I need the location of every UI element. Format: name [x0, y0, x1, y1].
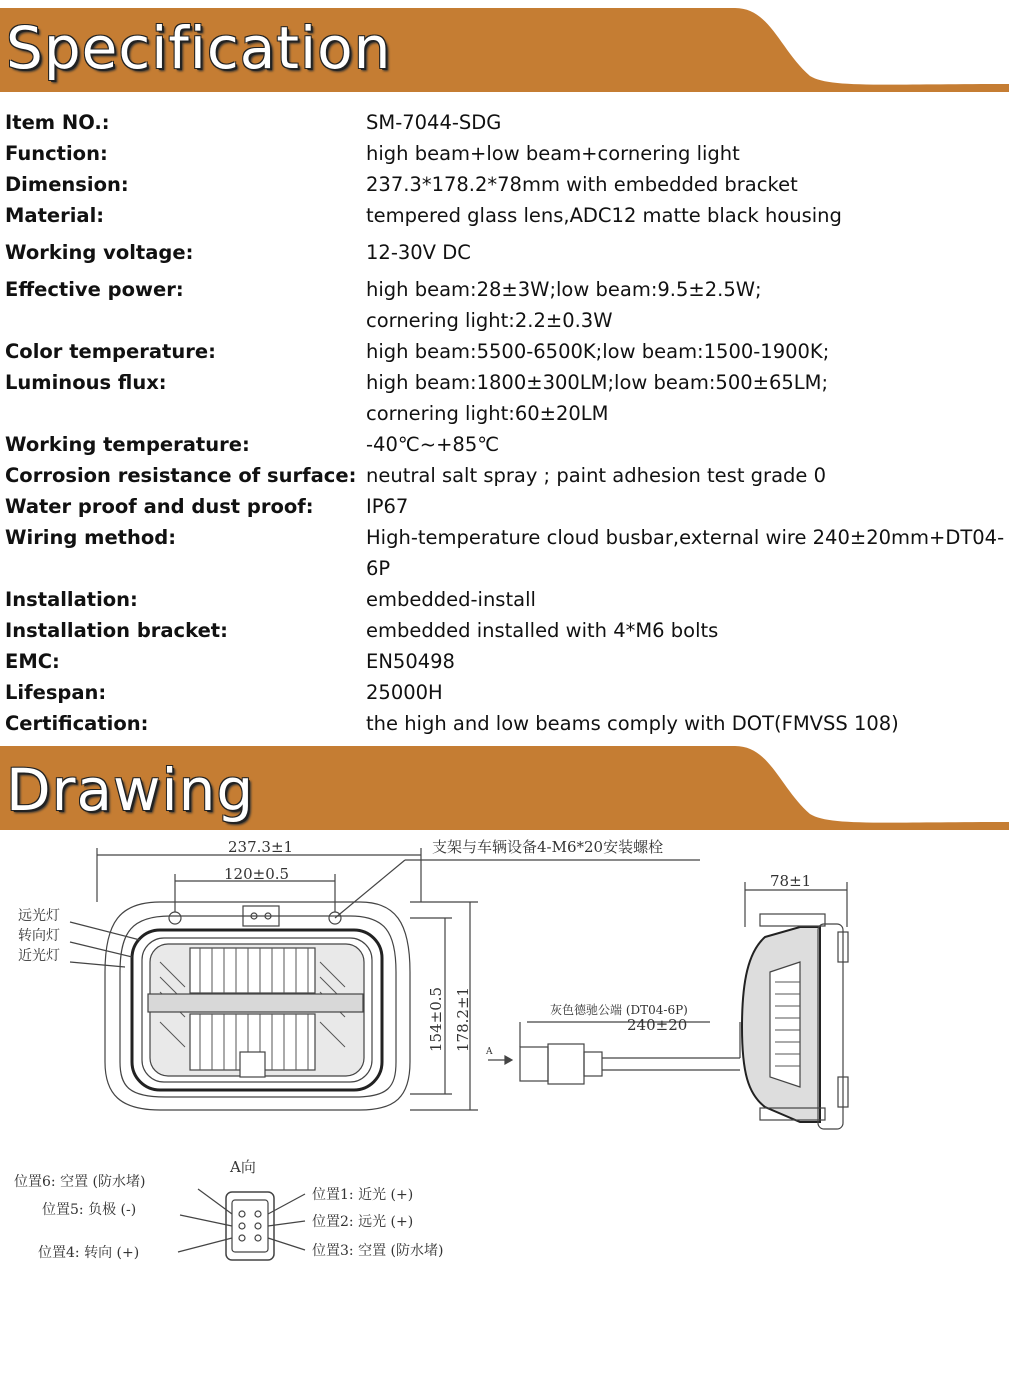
label-turn: 转向灯 [18, 928, 60, 944]
spec-value-line: 237.3*178.2*78mm with embedded bracket [366, 173, 798, 196]
spec-value [366, 491, 1006, 522]
bracket-note: 支架与车辆设备4-M6*20安装螺栓 [432, 838, 664, 856]
pin-pos4: 位置4: 转向 (+) [38, 1245, 140, 1261]
spec-value [366, 615, 1006, 646]
spec-value-line: 6P [366, 557, 391, 580]
spec-value [366, 200, 1006, 231]
drawing-title: Drawing [6, 756, 255, 824]
spec-value [366, 169, 1006, 200]
dim-width: 237.3±1 [228, 838, 294, 856]
spec-value [366, 708, 1006, 739]
spec-label: EMC: [5, 650, 60, 673]
spec-label: Certification: [5, 712, 149, 735]
arrow-a-label: A [486, 1047, 493, 1057]
spec-value [366, 677, 1006, 708]
spec-value [366, 336, 1006, 367]
spec-value-line: high beam+low beam+cornering light [366, 142, 740, 165]
spec-label: Effective power: [5, 278, 184, 301]
spec-value-line: 12-30V DC [366, 241, 471, 264]
spec-value [366, 237, 1006, 268]
spec-value-line: embedded-install [366, 588, 536, 611]
dim-bolt-spacing: 120±0.5 [224, 865, 290, 883]
spec-value-line: IP67 [366, 495, 409, 518]
spec-label: Material: [5, 204, 105, 227]
spec-value [366, 584, 1006, 615]
spec-label: Luminous flux: [5, 371, 167, 394]
wire-and-connector [488, 1022, 740, 1084]
spec-value-line: cornering light:60±20LM [366, 402, 609, 425]
spec-value [366, 367, 1006, 429]
dim-depth: 78±1 [770, 872, 812, 890]
spec-value-line: 25000H [366, 681, 443, 704]
spec-value-line: cornering light:2.2±0.3W [366, 309, 613, 332]
pin-pos1: 位置1: 近光 (+) [312, 1187, 414, 1203]
specification-title: Specification [6, 14, 392, 82]
spec-value-line: high beam:5500-6500K;low beam:1500-1900K; [366, 340, 830, 363]
connector-face-view [178, 1189, 305, 1260]
spec-value-line: -40℃~+85℃ [366, 433, 500, 456]
spec-value [366, 646, 1006, 677]
pin-pos2: 位置2: 远光 (+) [312, 1214, 414, 1230]
label-high-beam: 远光灯 [18, 908, 60, 924]
label-low-beam: 近光灯 [18, 948, 60, 964]
spec-label: Corrosion resistance of surface: [5, 464, 357, 487]
spec-value-line: high beam:1800±300LM;low beam:500±65LM; [366, 371, 829, 394]
connector-note: 灰色德驰公端 (DT04-6P) [550, 1003, 688, 1017]
spec-value [366, 460, 1006, 491]
side-view [742, 882, 848, 1129]
specification-banner [0, 8, 1009, 92]
spec-label: Item NO.: [5, 111, 110, 134]
drawing-banner [0, 746, 1009, 830]
spec-value-line: tempered glass lens,ADC12 matte black housing [366, 204, 842, 227]
technical-drawing [0, 832, 1009, 1272]
spec-value [366, 429, 1006, 460]
spec-value-line: EN50498 [366, 650, 455, 673]
spec-value-line: High-temperature cloud busbar,external wire 240±20mm+DT04- [366, 526, 1005, 549]
spec-value-line: SM-7044-SDG [366, 111, 502, 134]
front-view [105, 902, 410, 1110]
spec-value [366, 138, 1006, 169]
spec-value-line: embedded installed with 4*M6 bolts [366, 619, 719, 642]
spec-label: Function: [5, 142, 108, 165]
view-a-label: A向 [230, 1158, 256, 1176]
spec-value-line: neutral salt spray ; paint adhesion test grade 0 [366, 464, 826, 487]
dim-inner-height: 154±0.5 [427, 986, 445, 1052]
spec-value-line: the high and low beams comply with DOT(FMVSS 108) [366, 712, 899, 735]
spec-label: Working temperature: [5, 433, 250, 456]
spec-label: Water proof and dust proof: [5, 495, 314, 518]
spec-label: Installation bracket: [5, 619, 228, 642]
spec-label: Wiring method: [5, 526, 177, 549]
spec-value-line: high beam:28±3W;low beam:9.5±2.5W; [366, 278, 762, 301]
spec-label: Dimension: [5, 173, 129, 196]
spec-label: Color temperature: [5, 340, 216, 363]
pin-pos3: 位置3: 空置 (防水堵) [312, 1243, 444, 1259]
pin-pos5: 位置5: 负极 (-) [42, 1202, 137, 1218]
spec-value [366, 274, 1006, 336]
spec-label: Working voltage: [5, 241, 194, 264]
spec-value [366, 107, 1006, 138]
spec-value [366, 522, 1006, 584]
spec-label: Lifespan: [5, 681, 107, 704]
wire-length: 240±20 [627, 1016, 688, 1034]
dim-height: 178.2±1 [454, 986, 472, 1052]
pin-pos6: 位置6: 空置 (防水堵) [14, 1174, 146, 1190]
spec-label: Installation: [5, 588, 138, 611]
